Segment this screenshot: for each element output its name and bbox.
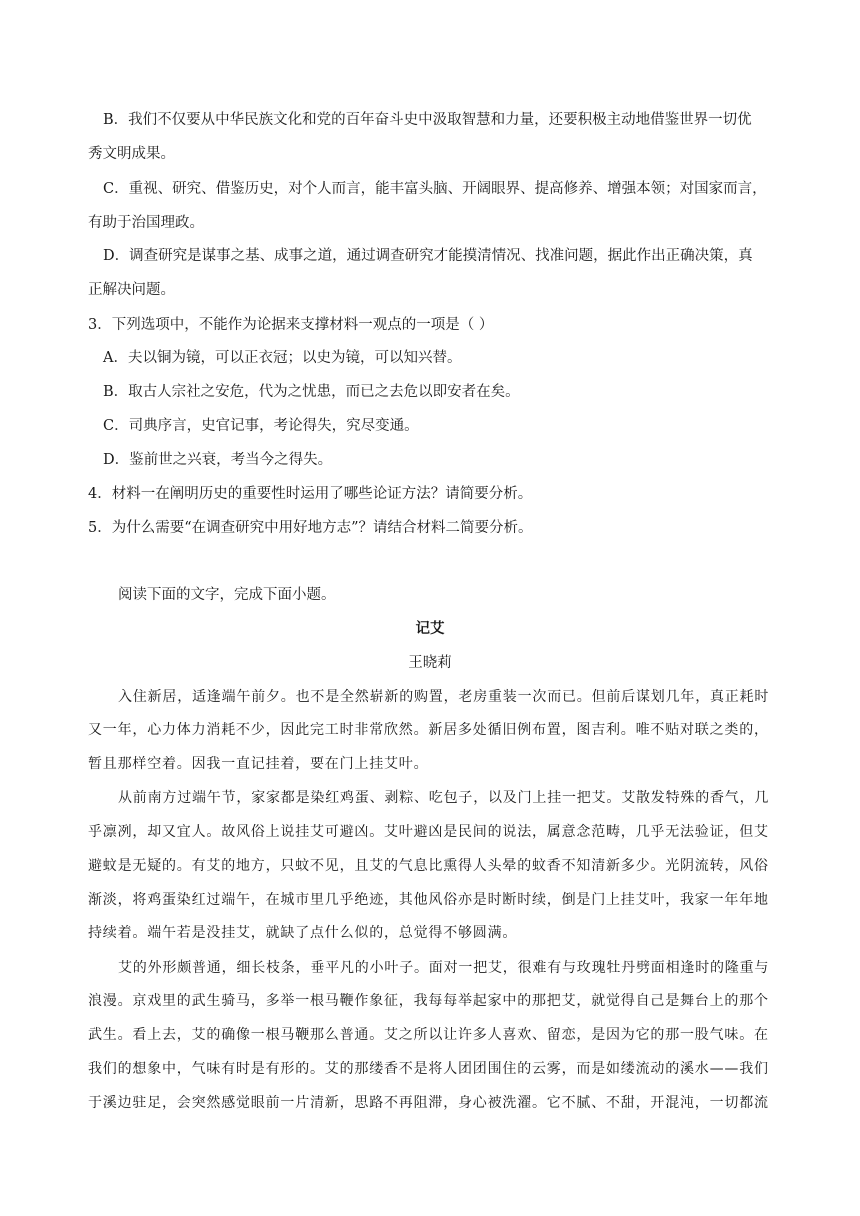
paragraph-2-line4: 渐淡，将鸡蛋染红过端午，在城市里几乎绝迹，其他风俗亦是时断时续，倒是门上挂艾叶，我家一年年地 (88, 892, 769, 908)
paragraph-1-line2: 又一年，心力体力消耗不少，因此完工时非常欣然。新居多处循旧例布置，图吉利。唯不贴对联之类的， (88, 722, 769, 738)
q3-option-a: A．夫以铜为镜，可以正衣冠；以史为镜，可以知兴替。 (103, 350, 462, 366)
paragraph-2-line5: 持续着。端午若是没挂艾，就缺了点什么似的，总觉得不够圆满。 (88, 925, 518, 941)
paragraph-3-line3: 武生。看上去，艾的确像一根马鞭那么普通。艾之所以让许多人喜欢、留恋，是因为它的那一股气味。在 (88, 1027, 769, 1043)
article-title: 记艾 (415, 620, 445, 637)
q2-option-d-line2: 正解决问题。 (88, 282, 175, 298)
q2-option-b-line2: 秀文明成果。 (88, 146, 175, 162)
q2-option-c-line1: C．重视、研究、借鉴历史，对个人而言，能丰富头脑、开阔眼界、提高修养、增强本领；对国家而言， (103, 181, 767, 197)
article-author: 王晓莉 (408, 655, 452, 671)
q3-stem: 3．下列选项中，不能作为论据来支撑材料一观点的一项是（ ） (88, 317, 494, 333)
reading-instruction: 阅读下面的文字，完成下面小题。 (118, 587, 336, 603)
paragraph-3-line2: 浪漫。京戏里的武生骑马，多举一根马鞭作象征，我每每举起家中的那把艾，就觉得自己是舞台上的那个 (88, 993, 769, 1009)
q3-option-c: C．司典序言，史官记事，考论得失，究尽变通。 (103, 418, 419, 434)
q4-stem: 4．材料一在阐明历史的重要性时运用了哪些论证方法？请简要分析。 (88, 486, 533, 502)
paragraph-3-line4: 我们的想象中，气味有时是有形的。艾的那缕香不是将人团团围住的云雾，而是如缕流动的溪水——我们 (88, 1061, 769, 1077)
q3-option-d: D．鉴前世之兴衰，考当今之得失。 (103, 452, 333, 468)
q3-option-b: B．取古人宗社之安危，代为之忧患，而已之去危以即安者在矣。 (103, 384, 520, 400)
paragraph-2-line3: 避蚊是无疑的。有艾的地方，只蚊不见，且艾的气息比熏得人头晕的蚊香不知清新多少。光阴流转，风俗 (88, 858, 769, 874)
paragraph-2-line1: 从前南方过端午节，家家都是染红鸡蛋、剥粽、吃包子，以及门上挂一把艾。艾散发特殊的香气，几 (118, 790, 770, 806)
paragraph-3-line1: 艾的外形颇普通，细长枝条，垂平凡的小叶子。面对一把艾，很难有与玫瑰牡丹劈面相逢时的隆重与 (118, 960, 770, 976)
q2-option-d-line1: D．调查研究是谋事之基、成事之道，通过调查研究才能摸清情况、找准问题，据此作出正确决策，真 (103, 248, 753, 264)
q5-stem: 5．为什么需要“在调查研究中用好地方志”？请结合材料二简要分析。 (88, 520, 533, 536)
q2-option-b-line1: B．我们不仅要从中华民族文化和党的百年奋斗史中汲取智慧和力量，还要积极主动地借鉴世界一切优 (103, 112, 752, 128)
paragraph-3-line5: 于溪边驻足，会突然感觉眼前一片清新，思路不再阻滞，身心被洗濯。它不腻、不甜，开混沌，一切都流 (88, 1095, 769, 1111)
paragraph-2-line2: 乎凛冽，却又宜人。故风俗上说挂艾可避凶。艾叶避凶是民间的说法，属意念范畴，几乎无法验证，但艾 (88, 824, 769, 840)
paragraph-1-line3: 暂且那样空着。因我一直记挂着，要在门上挂艾叶。 (88, 756, 429, 772)
q2-option-c-line2: 有助于治国理政。 (88, 215, 204, 231)
paragraph-1-line1: 入住新居，适逢端午前夕。也不是全然崭新的购置，老房重装一次而已。但前后谋划几年，真正耗时 (118, 689, 770, 705)
